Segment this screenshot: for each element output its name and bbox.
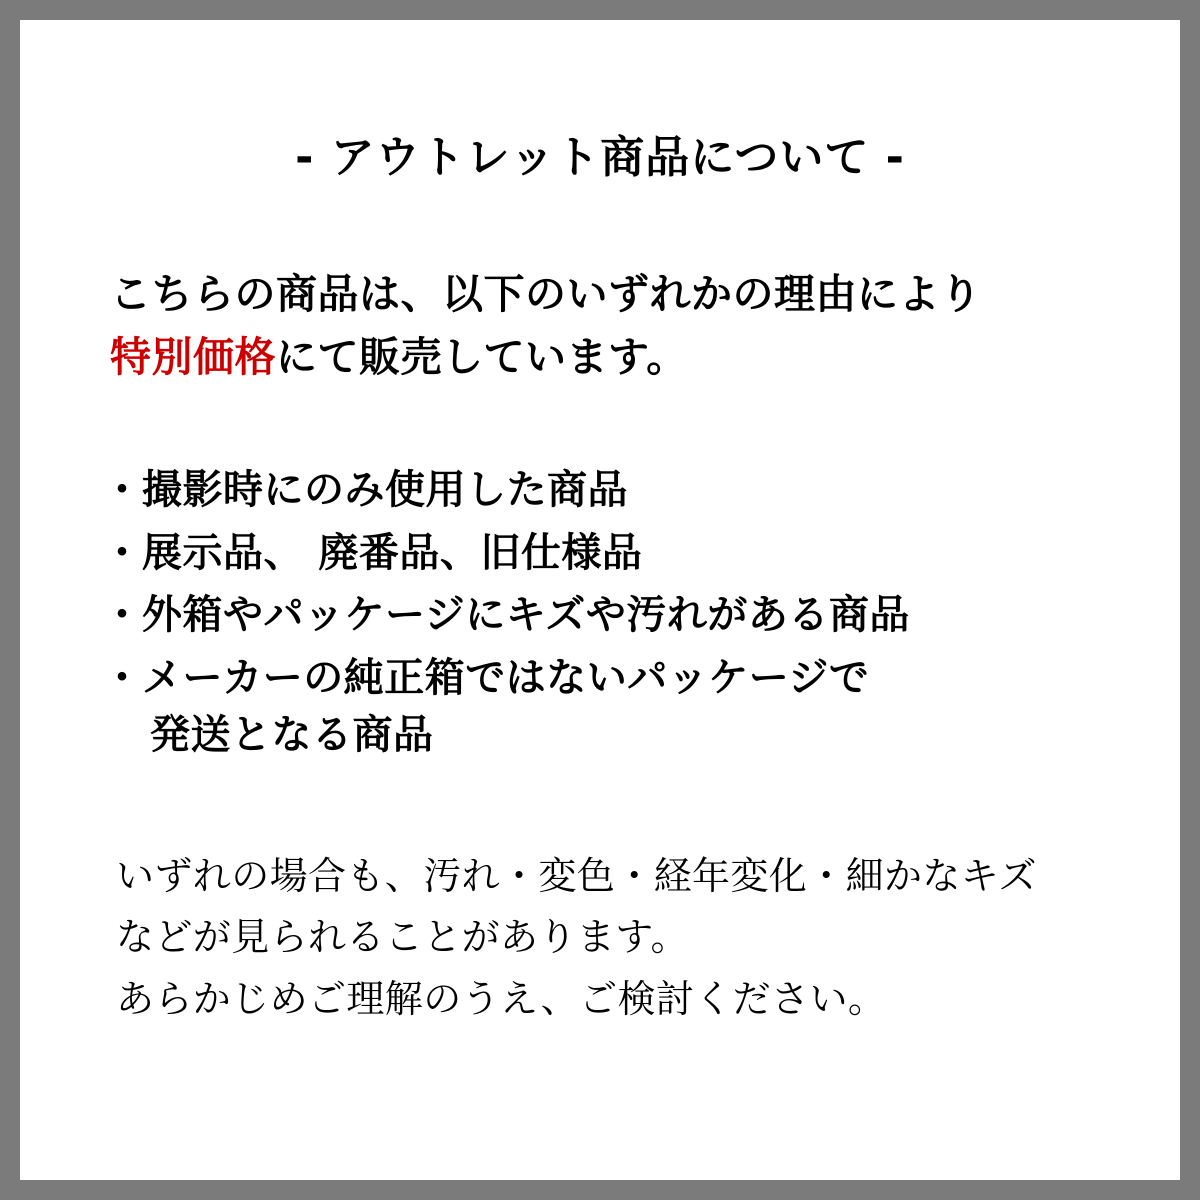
- bullet-dot-icon: ・: [102, 529, 143, 576]
- list-item: [102, 650, 1180, 764]
- list-item: [102, 587, 1180, 644]
- lead-line-2: にて販売しています。: [276, 333, 688, 382]
- footer-note: [116, 846, 1140, 1031]
- footer-line: などが見られることがあります。: [116, 915, 689, 960]
- list-item-label: メーカーの純正箱ではないパッケージで: [142, 655, 870, 702]
- page-title: - アウトレット商品について -: [295, 132, 905, 183]
- lead-line-1: こちらの商品は、以下のいずれかの理由により: [110, 269, 982, 318]
- reason-list: [102, 462, 1180, 764]
- notice-card: [20, 20, 1180, 1180]
- notice-content: [20, 20, 1180, 1180]
- list-item: [102, 462, 1180, 519]
- list-item-label: 外箱やパッケージにキズや汚れがある商品: [142, 592, 910, 639]
- bullet-dot-icon: ・: [102, 466, 143, 513]
- lead-paragraph: [110, 263, 1140, 390]
- footer-line: あらかじめご理解のうえ、ご検討ください。: [116, 976, 887, 1021]
- bullet-dot-icon: ・: [102, 655, 143, 702]
- list-item-label: 展示品、 廃番品、旧仕様品: [142, 529, 643, 576]
- bullet-dot-icon: ・: [102, 592, 143, 639]
- lead-accent-text: 特別価格: [110, 333, 276, 382]
- list-item-label-continuation: 発送となる商品: [150, 712, 434, 759]
- list-item: [102, 525, 1180, 582]
- list-item-label: 撮影時にのみ使用した商品: [142, 466, 628, 513]
- footer-line: いずれの場合も、汚れ・変色・経年変化・細かなキズ: [116, 853, 1037, 898]
